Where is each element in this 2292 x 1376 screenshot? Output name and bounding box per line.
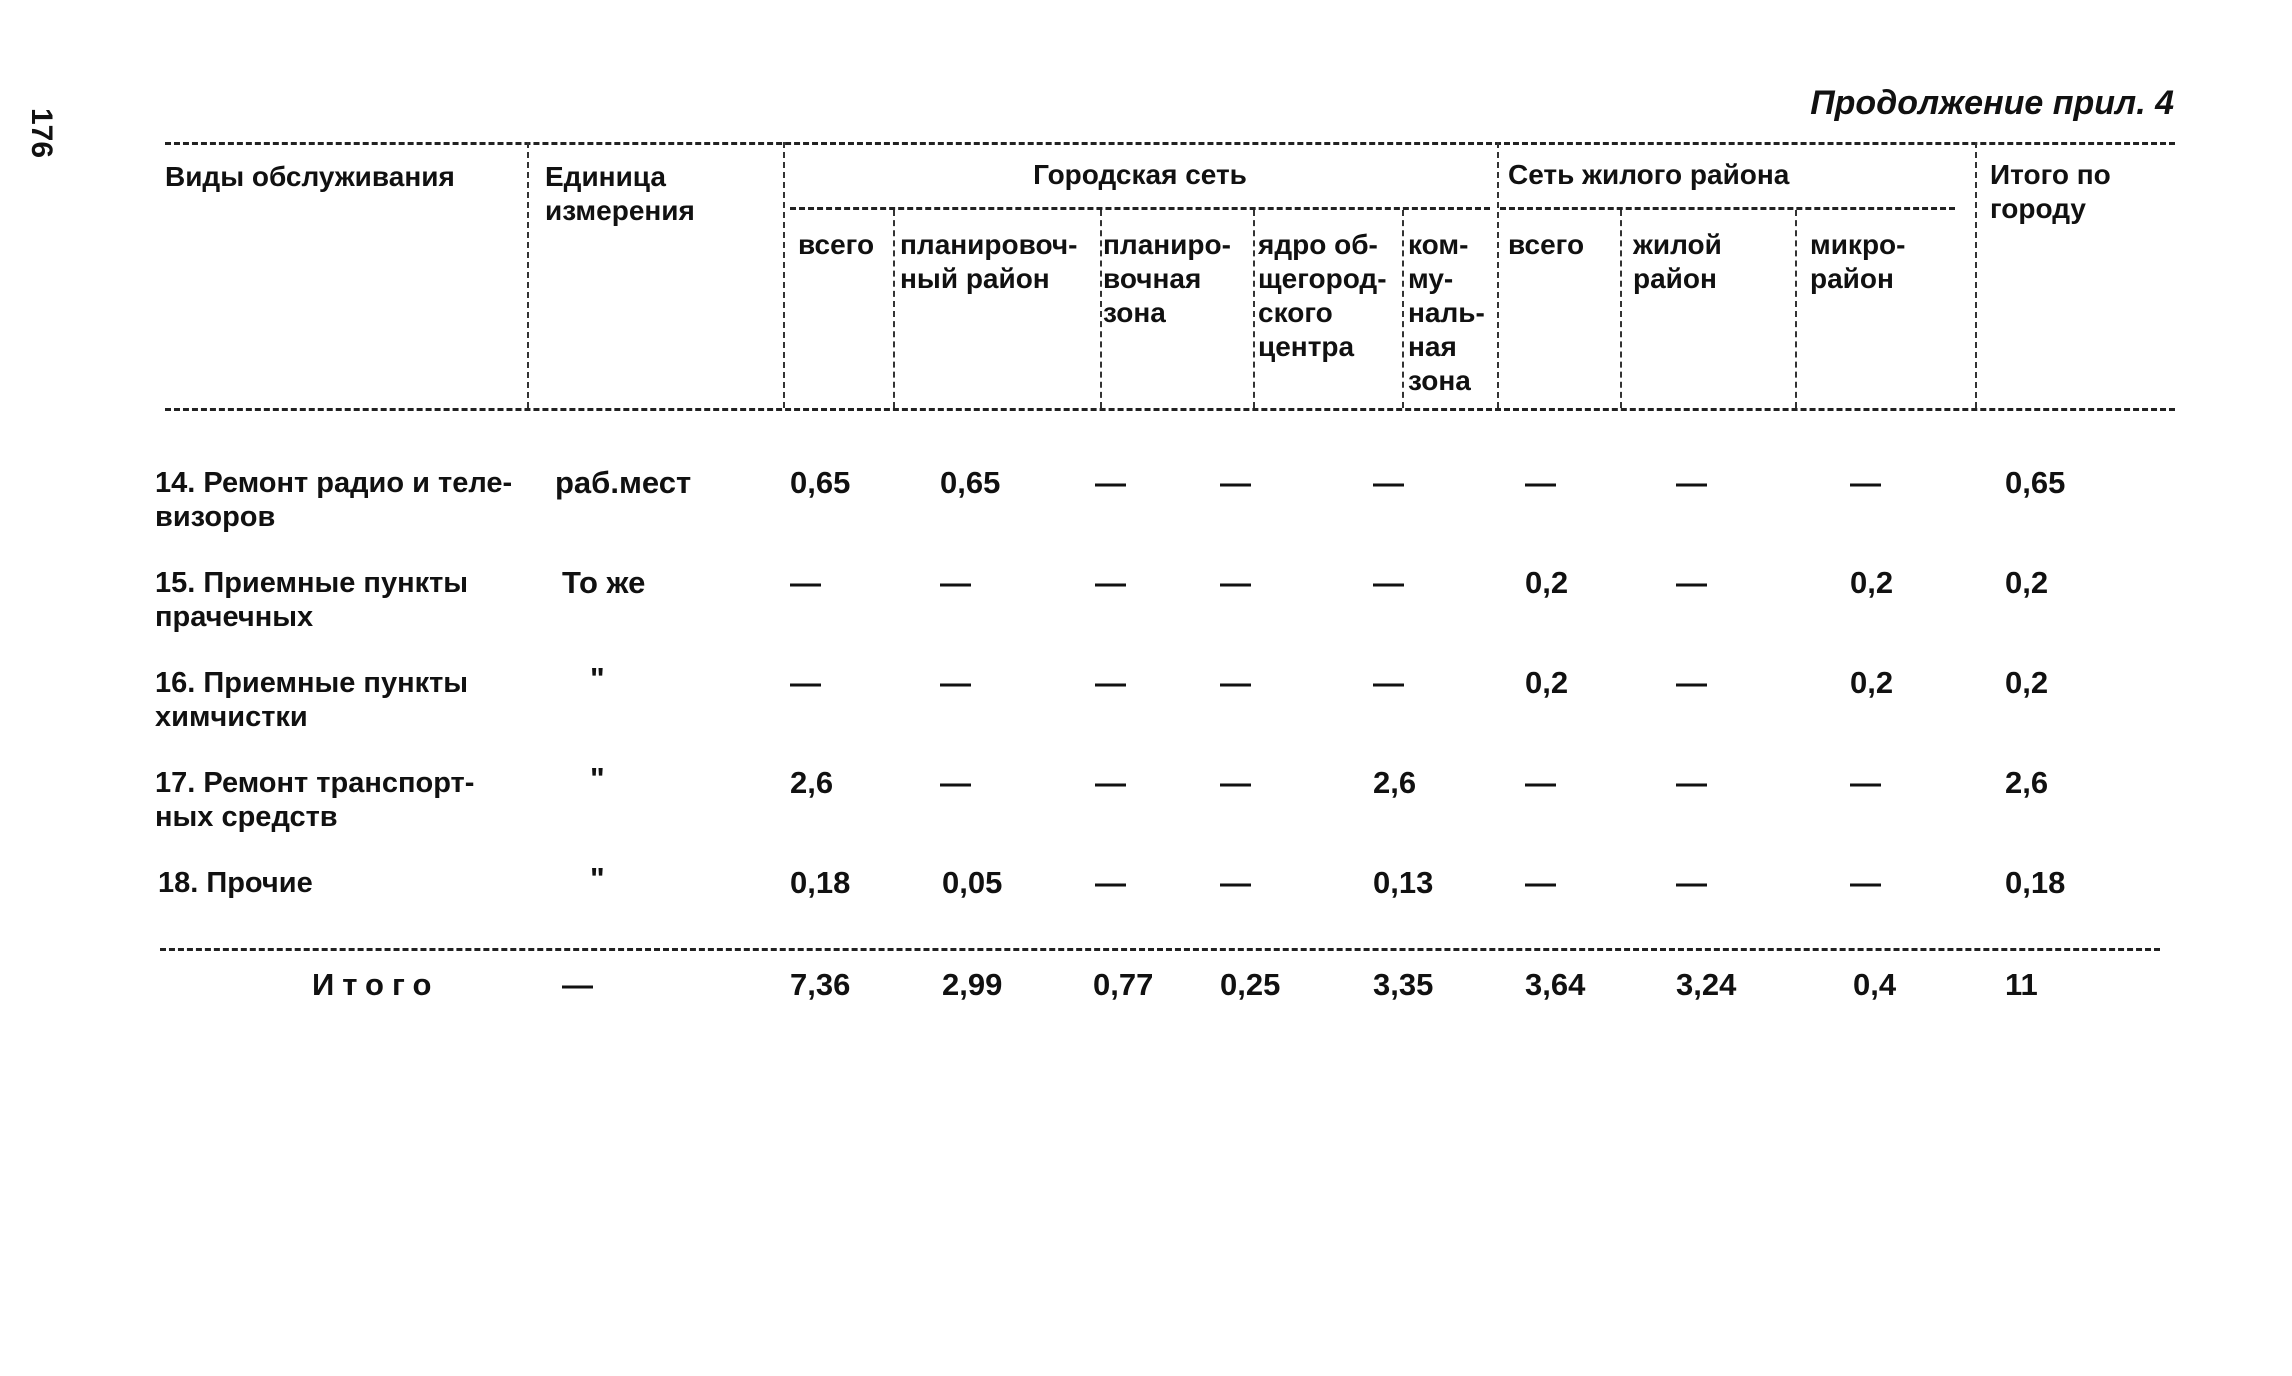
cell-microdistrict: 0,2 [1850,565,1894,600]
cell-planning-district: 0,65 [940,465,1001,500]
cell-city-total: 0,2 [2005,665,2049,700]
page-number: 176 [25,108,58,159]
cell-microdistrict: — [1850,465,1881,500]
header-res-all: всего [1508,229,1585,260]
cell-res-all: 0,2 [1525,565,1569,600]
cell-city-all: — [790,565,821,600]
cell-communal-zone: — [1373,465,1404,500]
cell-city-all: 0,18 [790,865,851,900]
cell-city-total: 2,6 [2005,765,2049,800]
city-group-rule [790,207,1490,210]
col-divider-res-3 [1795,210,1797,408]
cell-res-all: — [1525,765,1556,800]
header-city-center-core: ядро об- щегород- ского центра [1258,229,1387,362]
cell-planning-zone: — [1095,565,1126,600]
cell-microdistrict: — [1850,865,1881,900]
header-city-all: всего [798,229,875,260]
col-divider-city [783,142,785,408]
total-communal-zone: 3,35 [1373,967,1434,1002]
cell-res-all: — [1525,465,1556,500]
header-residential-district: жилой район [1633,229,1722,294]
cell-residential-district: — [1676,465,1707,500]
col-divider-city-5 [1402,210,1404,408]
cell-communal-zone: 2,6 [1373,765,1417,800]
header-city-network: Городская сеть [1033,159,1247,190]
header-unit: Единица измерения [545,161,695,226]
table-top-rule [165,142,2175,145]
cell-city-total: 0,2 [2005,565,2049,600]
header-bottom-rule [165,408,2175,411]
row-unit: " [590,861,605,896]
row-label: 18. Прочие [158,867,313,899]
total-rule [160,948,2160,951]
row-unit: " [590,761,605,796]
cell-city-total: 0,65 [2005,465,2066,500]
cell-city-center-core: — [1220,865,1251,900]
total-microdistrict: 0,4 [1853,967,1897,1002]
col-divider-city-2 [893,210,895,408]
cell-communal-zone: — [1373,565,1404,600]
res-group-rule [1500,207,1955,210]
cell-city-all: 0,65 [790,465,851,500]
cell-city-center-core: — [1220,665,1251,700]
cell-city-center-core: — [1220,465,1251,500]
cell-planning-zone: — [1095,765,1126,800]
cell-planning-zone: — [1095,865,1126,900]
total-planning-district: 2,99 [942,967,1003,1002]
col-divider-city-3 [1100,210,1102,408]
cell-city-center-core: — [1220,765,1251,800]
col-divider-res-2 [1620,210,1622,408]
header-planning-zone: планиро- вочная зона [1103,229,1231,328]
cell-communal-zone: 0,13 [1373,865,1434,900]
header-city-total: Итого по городу [1990,159,2111,224]
row-unit: раб.мест [555,465,692,500]
header-microdistrict: микро- район [1810,229,1906,294]
col-divider-unit [527,142,529,408]
total-city-center-core: 0,25 [1220,967,1281,1002]
cell-residential-district: — [1676,765,1707,800]
cell-residential-district: — [1676,865,1707,900]
cell-planning-district: — [940,765,971,800]
cell-planning-zone: — [1095,665,1126,700]
header-residential-network: Сеть жилого района [1508,159,1790,190]
col-divider-res [1497,142,1499,408]
cell-city-total: 0,18 [2005,865,2066,900]
total-city-total: 11 [2005,967,2038,1002]
cell-planning-zone: — [1095,465,1126,500]
cell-planning-district: — [940,565,971,600]
cell-residential-district: — [1676,665,1707,700]
cell-microdistrict: 0,2 [1850,665,1894,700]
total-unit: — [562,967,593,1002]
row-unit: " [590,661,605,696]
total-res-all: 3,64 [1525,967,1586,1002]
cell-city-all: 2,6 [790,765,834,800]
header-service-type: Виды обслуживания [165,161,455,192]
col-divider-total [1975,142,1977,408]
cell-communal-zone: — [1373,665,1404,700]
cell-city-center-core: — [1220,565,1251,600]
total-label: Итого [312,967,440,1002]
row-unit: То же [562,565,646,600]
cell-microdistrict: — [1850,765,1881,800]
row-label: 17. Ремонт транспорт- ных средств [155,767,475,833]
cell-res-all: 0,2 [1525,665,1569,700]
total-planning-zone: 0,77 [1093,967,1154,1002]
cell-residential-district: — [1676,565,1707,600]
header-communal-zone: ком- му- наль- ная зона [1408,229,1485,396]
row-label: 16. Приемные пункты химчистки [155,667,469,733]
cell-planning-district: — [940,665,971,700]
col-divider-city-4 [1253,210,1255,408]
row-label: 15. Приемные пункты прачечных [155,567,469,633]
cell-city-all: — [790,665,821,700]
cell-planning-district: 0,05 [942,865,1003,900]
total-city-all: 7,36 [790,967,851,1002]
cell-res-all: — [1525,865,1556,900]
row-label: 14. Ремонт радио и теле- визоров [155,467,513,533]
header-planning-district: планировоч- ный район [900,229,1078,294]
continuation-title: Продолжение прил. 4 [1810,84,2174,122]
total-residential-district: 3,24 [1676,967,1737,1002]
